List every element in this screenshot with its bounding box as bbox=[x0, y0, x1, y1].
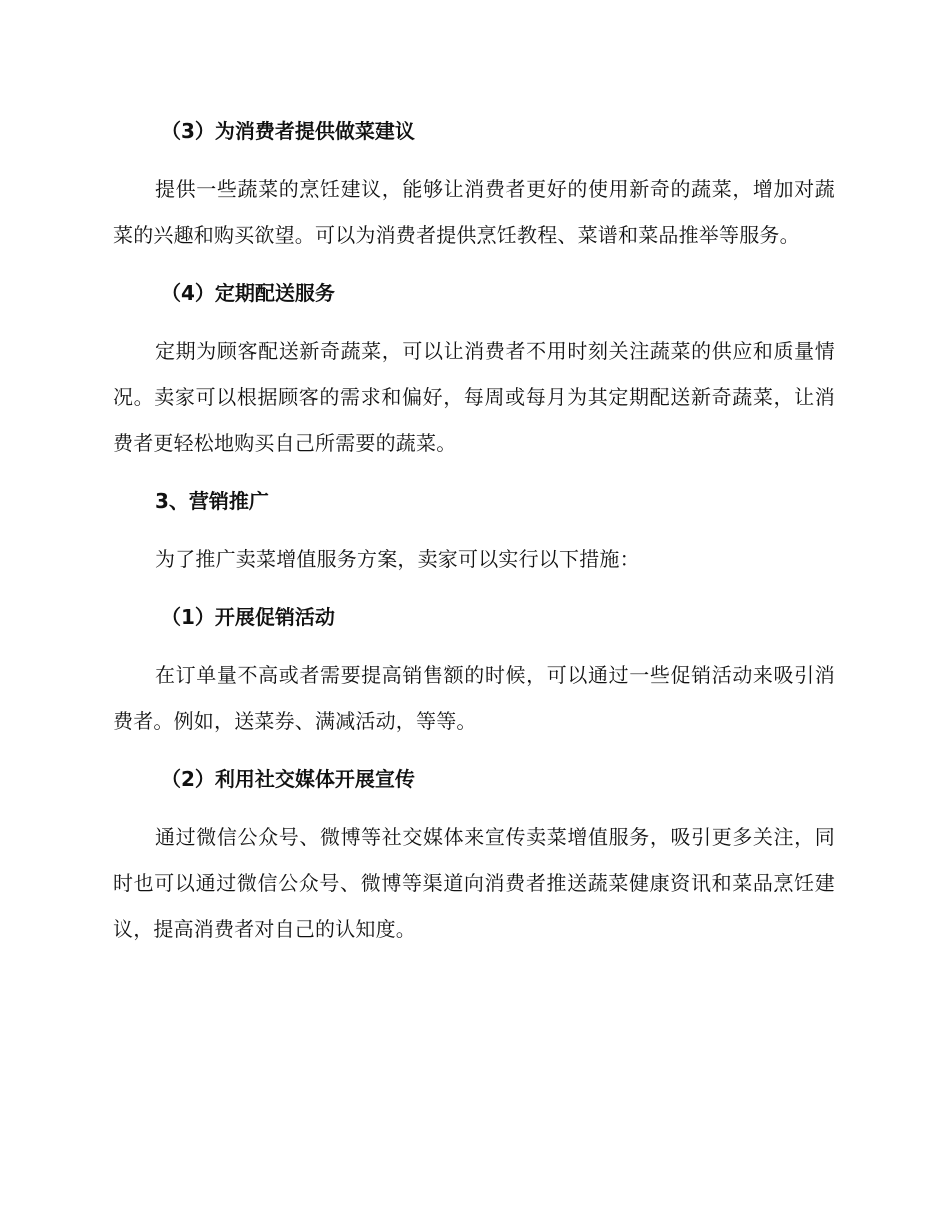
paragraph-cooking-advice: 提供一些蔬菜的烹饪建议，能够让消费者更好的使用新奇的蔬菜，增加对蔬菜的兴趣和购买欲望。可以为消费者提供烹饪教程、菜谱和菜品推举等服务。 bbox=[113, 177, 835, 247]
section-heading-scheduled-delivery: （4）定期配送服务 bbox=[161, 281, 335, 305]
paragraph-promotional-activities: 在订单量不高或者需要提高销售额的时候，可以通过一些促销活动来吸引消费者。例如，送菜券、满减活动，等等。 bbox=[113, 663, 835, 733]
section-heading-consumer-cooking-advice: （3）为消费者提供做菜建议 bbox=[161, 119, 415, 143]
section-heading-social-media: （2）利用社交媒体开展宣传 bbox=[161, 767, 415, 791]
section-heading-marketing-promotion: 3、营销推广 bbox=[155, 489, 269, 513]
paragraph-marketing-intro: 为了推广卖菜增值服务方案，卖家可以实行以下措施： bbox=[155, 547, 640, 571]
document-body bbox=[113, 108, 835, 964]
paragraph-scheduled-delivery: 定期为顾客配送新奇蔬菜，可以让消费者不用时刻关注蔬菜的供应和质量情况。卖家可以根据顾客的需求和偏好，每周或每月为其定期配送新奇蔬菜，让消费者更轻松地购买自己所需要的蔬菜。 bbox=[113, 339, 835, 455]
section-heading-promotional-activities: （1）开展促销活动 bbox=[161, 605, 335, 629]
paragraph-social-media: 通过微信公众号、微博等社交媒体来宣传卖菜增值服务，吸引更多关注，同时也可以通过微信公众号、微博等渠道向消费者推送蔬菜健康资讯和菜品烹饪建议，提高消费者对自己的认知度。 bbox=[113, 825, 835, 941]
